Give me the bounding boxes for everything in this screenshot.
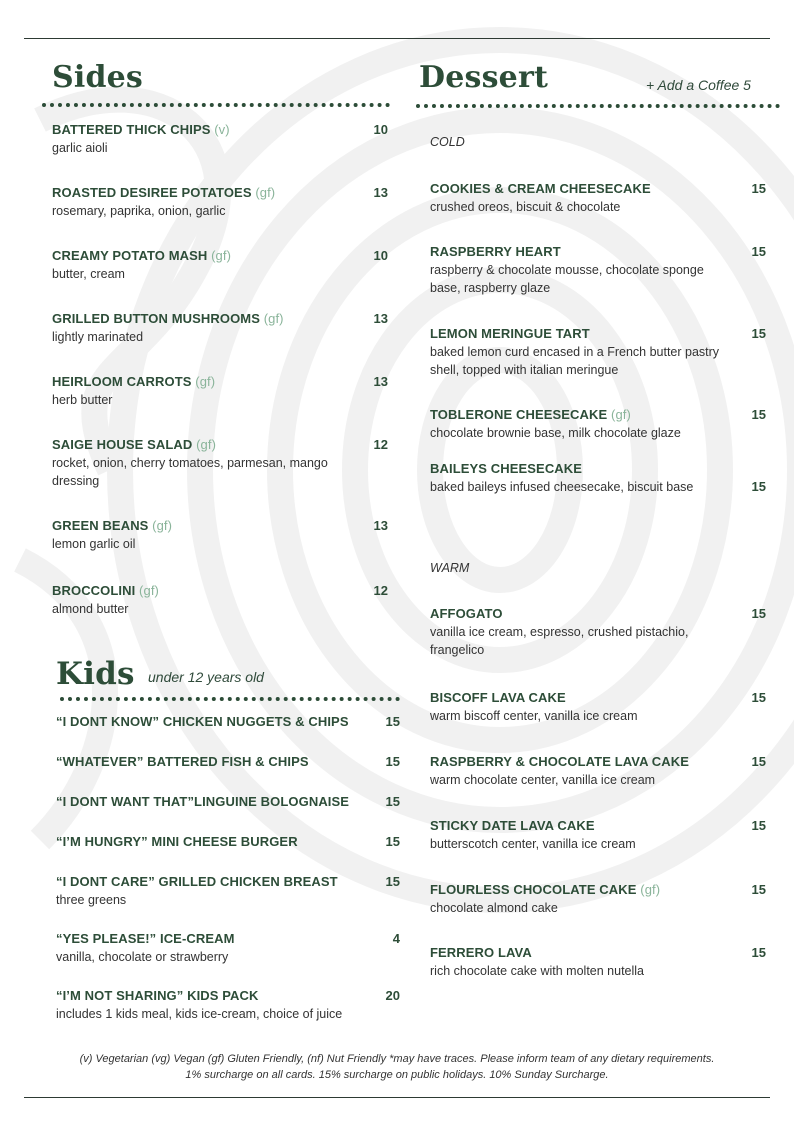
sides-item-title: SAIGE HOUSE SALAD — [52, 437, 193, 452]
kids-item-title: “WHATEVER” BATTERED FISH & CHIPS — [56, 754, 309, 769]
dessert-cold-item-price: 15 — [751, 244, 766, 259]
kids-item — [56, 988, 376, 1023]
kids-item — [56, 874, 376, 909]
dessert-title: Dessert — [419, 60, 549, 95]
sides-item-description: garlic aioli — [52, 141, 108, 155]
kids-item-name — [56, 874, 376, 889]
sides-dietary-tag: (gf) — [135, 583, 159, 598]
sides-item — [52, 583, 352, 618]
dessert-warm-item-title: FERRERO LAVA — [430, 945, 532, 960]
dessert-warm-item — [430, 606, 720, 659]
dessert-cold-item-title: RASPBERRY HEART — [430, 244, 561, 259]
bottom-rule — [24, 1097, 770, 1098]
dessert-warm-item-name — [430, 690, 720, 705]
dessert-warm-item-title: FLOURLESS CHOCOLATE CAKE — [430, 882, 637, 897]
footer-notes — [24, 1051, 770, 1083]
dessert-warm-item — [430, 818, 720, 853]
sides-item-title: BATTERED THICK CHIPS — [52, 122, 211, 137]
kids-item-title: “I’M HUNGRY” MINI CHEESE BURGER — [56, 834, 298, 849]
warm-category-label: WARM — [430, 561, 470, 575]
dessert-cold-item — [430, 181, 720, 216]
dessert-warm-item-price: 15 — [751, 945, 766, 960]
sides-item — [52, 374, 352, 409]
dessert-cold-item — [430, 326, 720, 379]
sides-dotted-divider — [42, 103, 390, 107]
sides-item-name — [52, 311, 352, 326]
sides-item — [52, 437, 352, 490]
sides-item-price: 13 — [373, 185, 388, 200]
dessert-cold-item-name — [430, 181, 720, 196]
dessert-warm-item-description: vanilla ice cream, espresso, crushed pistachio, frangelico — [430, 625, 689, 657]
dessert-cold-item-title: TOBLERONE CHEESECAKE — [430, 407, 608, 422]
sides-item-title: HEIRLOOM CARROTS — [52, 374, 192, 389]
sides-item-description: butter, cream — [52, 267, 125, 281]
dessert-cold-item-price: 15 — [751, 326, 766, 341]
kids-item-price: 4 — [392, 931, 400, 946]
sides-dietary-tag: (gf) — [148, 518, 173, 533]
sides-dietary-tag: (gf) — [207, 248, 232, 263]
kids-item-title: “YES PLEASE!” ICE-CREAM — [56, 931, 235, 946]
sides-title: Sides — [52, 60, 144, 95]
sides-item-title: ROASTED DESIREE POTATOES — [52, 185, 252, 200]
kids-item-title: “I DONT WANT THAT”LINGUINE BOLOGNAISE — [56, 794, 350, 809]
dessert-cold-item-description: baked baileys infused cheesecake, biscuit base — [430, 480, 694, 494]
dessert-cold-item-description: baked lemon curd encased in a French butter pastry shell, topped with italian meringue — [430, 345, 720, 377]
sides-item — [52, 122, 352, 157]
kids-title: Kids — [56, 656, 135, 692]
dessert-cold-item-price: 15 — [751, 479, 766, 494]
sides-item-price: 13 — [373, 311, 388, 326]
dessert-warm-item-name — [430, 606, 720, 621]
sides-item-name — [52, 248, 352, 263]
sides-item-price: 10 — [373, 248, 388, 263]
dessert-warm-item-description: warm biscoff center, vanilla ice cream — [430, 709, 638, 723]
dessert-warm-item-price: 15 — [751, 754, 766, 769]
kids-item-name — [56, 834, 376, 849]
dessert-cold-item — [430, 461, 720, 496]
kids-item-price: 15 — [385, 754, 400, 769]
sides-item-description: rosemary, paprika, onion, garlic — [52, 204, 226, 218]
dessert-cold-item-name — [430, 407, 720, 422]
kids-item-name — [56, 714, 376, 729]
kids-item-description: includes 1 kids meal, kids ice-cream, choice of juice — [56, 1007, 343, 1021]
dessert-warm-item — [430, 945, 720, 980]
sides-dietary-tag: (gf) — [192, 437, 217, 452]
dessert-cold-item-description: chocolate brownie base, milk chocolate glaze — [430, 426, 681, 440]
sides-item-title: GREEN BEANS — [52, 518, 149, 533]
sides-item-description: almond butter — [52, 602, 129, 616]
dessert-warm-item-price: 15 — [751, 606, 766, 621]
dessert-warm-item-title: AFFOGATO — [430, 606, 503, 621]
sides-item-title: CREAMY POTATO MASH — [52, 248, 208, 263]
sides-item-description: herb butter — [52, 393, 113, 407]
kids-item-price: 15 — [385, 874, 400, 889]
kids-item-name — [56, 794, 376, 809]
kids-item-title: “I’M NOT SHARING” KIDS PACK — [56, 988, 259, 1003]
coffee-addon: + Add a Coffee 5 — [646, 77, 751, 93]
dessert-warm-item-description: rich chocolate cake with molten nutella — [430, 964, 645, 978]
kids-item-name — [56, 988, 376, 1003]
footer-dietary-note: (v) Vegetarian (vg) Vegan (gf) Gluten Friendly, (nf) Nut Friendly *may have traces. Please inform team of any dietary requirements. — [79, 1053, 715, 1065]
cold-category-label: COLD — [430, 135, 465, 149]
dessert-warm-item-name — [430, 818, 720, 833]
sides-dietary-tag: (gf) — [251, 185, 276, 200]
kids-item-title: “I DONT CARE” GRILLED CHICKEN BREAST — [56, 874, 338, 889]
dessert-cold-item-price: 15 — [751, 181, 766, 196]
dessert-warm-item-title: BISCOFF LAVA CAKE — [430, 690, 566, 705]
kids-item — [56, 794, 376, 809]
footer-surcharge-note: 1% surcharge on all cards. 15% surcharge on public holidays. 10% Sunday Surcharge. — [185, 1069, 609, 1081]
sides-dietary-tag: (v) — [210, 122, 230, 137]
kids-item-price: 15 — [385, 794, 400, 809]
kids-item-price: 15 — [385, 834, 400, 849]
sides-item-name — [52, 374, 352, 389]
sides-item-price: 13 — [373, 374, 388, 389]
dessert-cold-item-name — [430, 326, 720, 341]
dessert-dotted-divider — [416, 104, 780, 108]
sides-item-description: lemon garlic oil — [52, 537, 136, 551]
kids-item-name — [56, 754, 376, 769]
sides-item-title: BROCCOLINI — [52, 583, 136, 598]
dessert-cold-item-description: crushed oreos, biscuit & chocolate — [430, 200, 621, 214]
dessert-cold-item — [430, 407, 720, 442]
dessert-cold-item-title: COOKIES & CREAM CHEESECAKE — [430, 181, 651, 196]
sides-item-name — [52, 437, 352, 452]
sides-item-name — [52, 583, 352, 598]
sides-item — [52, 311, 352, 346]
dessert-warm-dietary-tag: (gf) — [636, 882, 661, 897]
dessert-warm-item-title: RASPBERRY & CHOCOLATE LAVA CAKE — [430, 754, 690, 769]
kids-subtitle: under 12 years old — [148, 669, 264, 685]
kids-item — [56, 834, 376, 849]
dessert-warm-item-name — [430, 882, 720, 897]
sides-dietary-tag: (gf) — [191, 374, 216, 389]
dessert-cold-item-price: 15 — [751, 407, 766, 422]
dessert-cold-item-title: LEMON MERINGUE TART — [430, 326, 590, 341]
dessert-warm-item-price: 15 — [751, 818, 766, 833]
sides-item-name — [52, 518, 352, 533]
kids-item-name — [56, 931, 376, 946]
dessert-warm-item-description: butterscotch center, vanilla ice cream — [430, 837, 636, 851]
dessert-warm-item-name — [430, 754, 720, 769]
dessert-warm-item-price: 15 — [751, 690, 766, 705]
kids-dotted-divider — [60, 697, 400, 701]
dessert-warm-item-description: warm chocolate center, vanilla ice cream — [430, 773, 656, 787]
kids-item — [56, 754, 376, 769]
dessert-warm-item — [430, 754, 720, 789]
kids-item-description: three greens — [56, 893, 127, 907]
dessert-warm-item-name — [430, 945, 720, 960]
dessert-cold-item — [430, 244, 720, 297]
kids-item-price: 15 — [385, 714, 400, 729]
sides-item-price: 13 — [373, 518, 388, 533]
kids-item — [56, 931, 376, 966]
dessert-warm-item-title: STICKY DATE LAVA CAKE — [430, 818, 595, 833]
sides-item — [52, 185, 352, 220]
dessert-cold-item-description: raspberry & chocolate mousse, chocolate sponge base, raspberry glaze — [430, 263, 704, 295]
dessert-warm-item-price: 15 — [751, 882, 766, 897]
dessert-cold-item-title: BAILEYS CHEESECAKE — [430, 461, 583, 476]
dessert-cold-dietary-tag: (gf) — [607, 407, 631, 422]
kids-item-title: “I DONT KNOW” CHICKEN NUGGETS & CHIPS — [56, 714, 349, 729]
sides-item-description: lightly marinated — [52, 330, 144, 344]
dessert-cold-item-name — [430, 461, 720, 476]
kids-item — [56, 714, 376, 729]
dessert-warm-item-description: chocolate almond cake — [430, 901, 558, 915]
top-rule — [24, 38, 770, 39]
sides-item-name — [52, 185, 352, 200]
dessert-warm-item — [430, 690, 720, 725]
sides-item — [52, 248, 352, 283]
sides-dietary-tag: (gf) — [260, 311, 284, 326]
sides-item-name — [52, 122, 352, 137]
dessert-warm-item — [430, 882, 720, 917]
sides-item-description: rocket, onion, cherry tomatoes, parmesan, mango dressing — [52, 456, 328, 488]
dessert-cold-item-name — [430, 244, 720, 259]
sides-item-price: 12 — [373, 437, 388, 452]
kids-item-price: 20 — [385, 988, 400, 1003]
sides-item-title: GRILLED BUTTON MUSHROOMS — [52, 311, 260, 326]
sides-item-price: 12 — [373, 583, 388, 598]
sides-item — [52, 518, 352, 553]
sides-item-price: 10 — [373, 122, 388, 137]
kids-item-description: vanilla, chocolate or strawberry — [56, 950, 229, 964]
